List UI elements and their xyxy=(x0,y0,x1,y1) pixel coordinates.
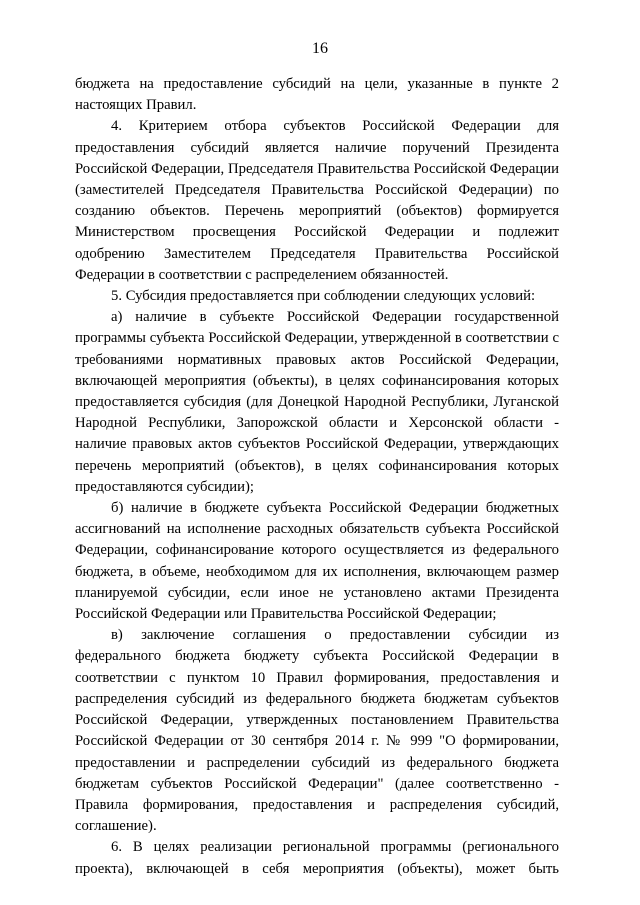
paragraph-item-6: 6. В целях реализации региональной программы (регионального проекта), включающей в себя мероприятия (объекты), может быть xyxy=(75,839,559,877)
paragraph-item-5: 5. Субсидия предоставляется при соблюдении следующих условий: xyxy=(111,288,536,305)
paragraph-subitem-b: б) наличие в бюджете субъекта Российской Федерации бюджетных ассигнований на исполнение расходных обязательств субъекта Российской Федерации, софинансирование которого осуществляется из федерального бюджета, в объеме, необходимом для их исполнения, включающем размер планируемой субсидии, если иное не установлено актами Президента Российской Федерации или Правительства Российской Федерации; xyxy=(75,500,559,623)
paragraph-subitem-a: а) наличие в субъекте Российской Федерации государственной программы субъекта Российской Федерации, утвержденной в соответствии с требованиями нормативных правовых актов Российской Федерации, включающей мероприятия (объекты), в целях софинансирования которых предоставляется субсидия (для Донецкой Народной Республики, Луганской Народной Республики, Запорожской области и Херсонской области - наличие правовых актов субъектов Российской Федерации, утверждающих перечень мероприятий (объектов), в целях софинансирования которых предоставляются субсидии); xyxy=(75,309,559,495)
paragraph-subitem-v: в) заключение соглашения о предоставлении субсидии из федерального бюджета бюджету субъекта Российской Федерации в соответствии с пунктом 10 Правил формирования, предоставления и распределения субсидий из федерального бюджета бюджетам субъектов Российской Федерации, утвержденных постановлением Правительства Российской Федерации от 30 сентября 2014 г. № 999 "О формировании, предоставлении и распределении субсидий из федерального бюджета бюджетам субъектов Российской Федерации" (далее соответственно - Правила формирования, предоставления и распределения субсидий, соглашение). xyxy=(75,627,559,835)
document-body xyxy=(75,74,559,880)
page-number: 16 xyxy=(312,40,328,57)
paragraph-continuation: бюджета на предоставление субсидий на цели, указанные в пункте 2 настоящих Правил. xyxy=(75,76,559,114)
paragraph-item-4: 4. Критерием отбора субъектов Российской Федерации для предоставления субсидий является наличие поручений Президента Российской Федерации, Председателя Правительства Российской Федерации (заместителей Председателя Правительства Российской Федерации) по созданию объектов. Перечень мероприятий (объектов) формируется Министерством просвещения Российской Федерации и подлежит одобрению Заместителем Председателя Правительства Российской Федерации в соответствии с распределением обязанностей. xyxy=(75,118,559,283)
